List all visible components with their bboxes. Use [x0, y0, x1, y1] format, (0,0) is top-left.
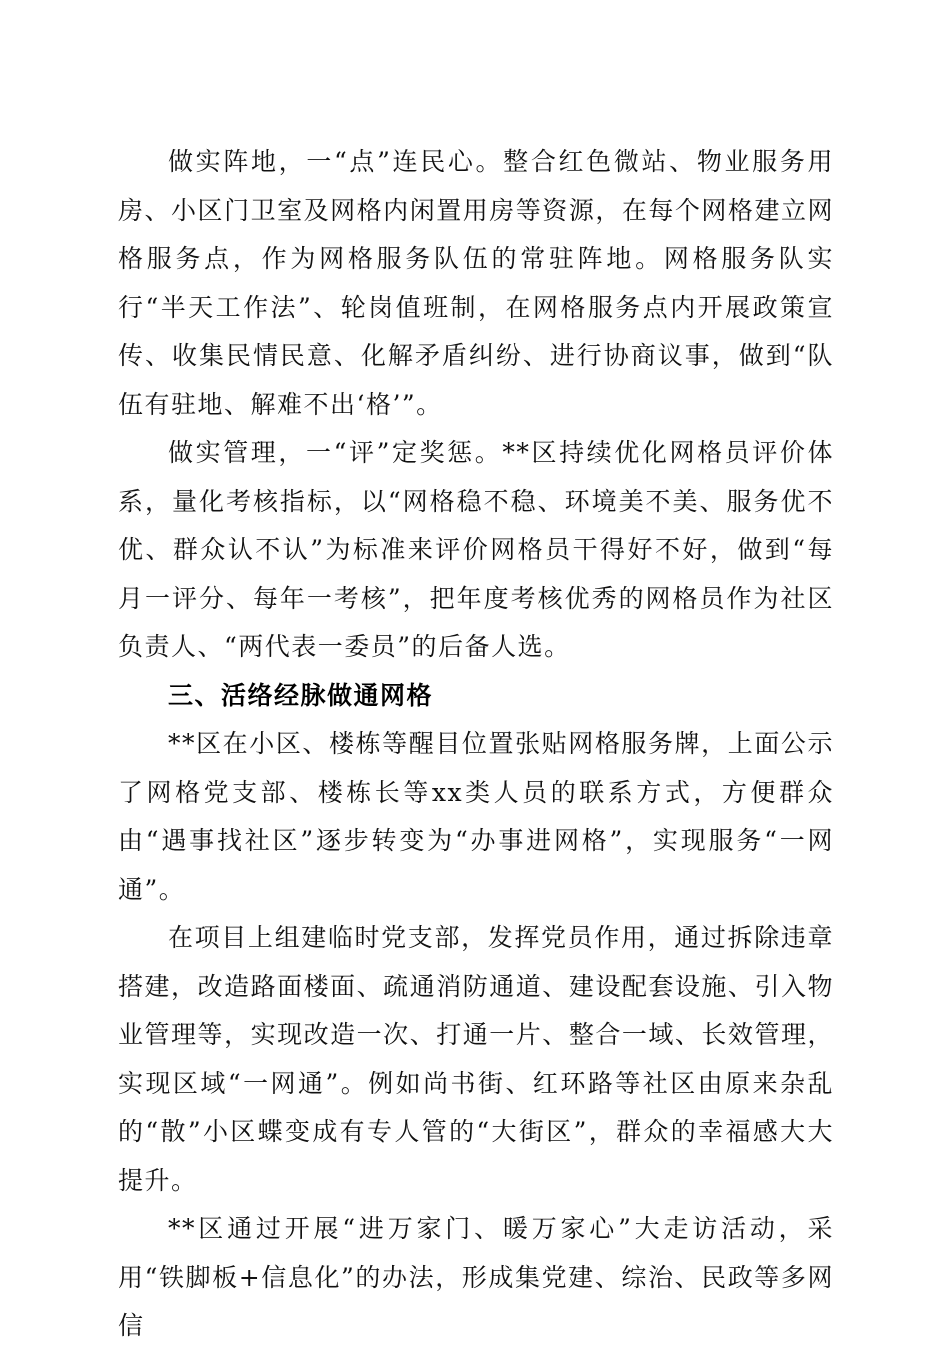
section-heading: 三、活络经脉做通网格 [168, 680, 434, 710]
paragraph-management-evaluation: 做实管理，一“评”定奖惩。**区持续优化网格员评价体系，量化考核指标，以“网格稳不稳、环境美不美、服务优不优、群众认不认”为标准来评价网格员干得好不好，做到“每月一评分、每年一考核”，把年度考核优秀的网格员作为社区负责人、“两代表一委员”的后备人选。 [118, 438, 834, 661]
paragraph-home-visits: **区通过开展“进万家门、暖万家心”大走访活动，采用“铁脚板+信息化”的办法，形成集党建、综治、民政等多网信 [118, 1214, 834, 1340]
document-body [118, 138, 834, 1351]
paragraph-service-signs: **区在小区、楼栋等醒目位置张贴网格服务牌，上面公示了网格党支部、楼栋长等xx类人员的联系方式，方便群众由“遇事找社区”逐步转变为“办事进网格”，实现服务“一网通”。 [118, 729, 834, 904]
paragraph-position-strengthening: 做实阵地，一“点”连民心。整合红色微站、物业服务用房、小区门卫室及网格内闲置用房等资源，在每个网格建立网格服务点，作为网格服务队伍的常驻阵地。网格服务队实行“半天工作法”、轮岗值班制，在网格服务点内开展政策宣传、收集民情民意、化解矛盾纠纷、进行协商议事，做到“队伍有驻地、解难不出‘格’”。 [118, 147, 834, 419]
paragraph-temporary-party-branch: 在项目上组建临时党支部，发挥党员作用，通过拆除违章搭建，改造路面楼面、疏通消防通道、建设配套设施、引入物业管理等，实现改造一次、打通一片、整合一域、长效管理，实现区域“一网通”。例如尚书街、红环路等社区由原来杂乱的“散”小区蝶变成有专人管的“大街区”，群众的幸福感大大提升。 [118, 923, 834, 1195]
